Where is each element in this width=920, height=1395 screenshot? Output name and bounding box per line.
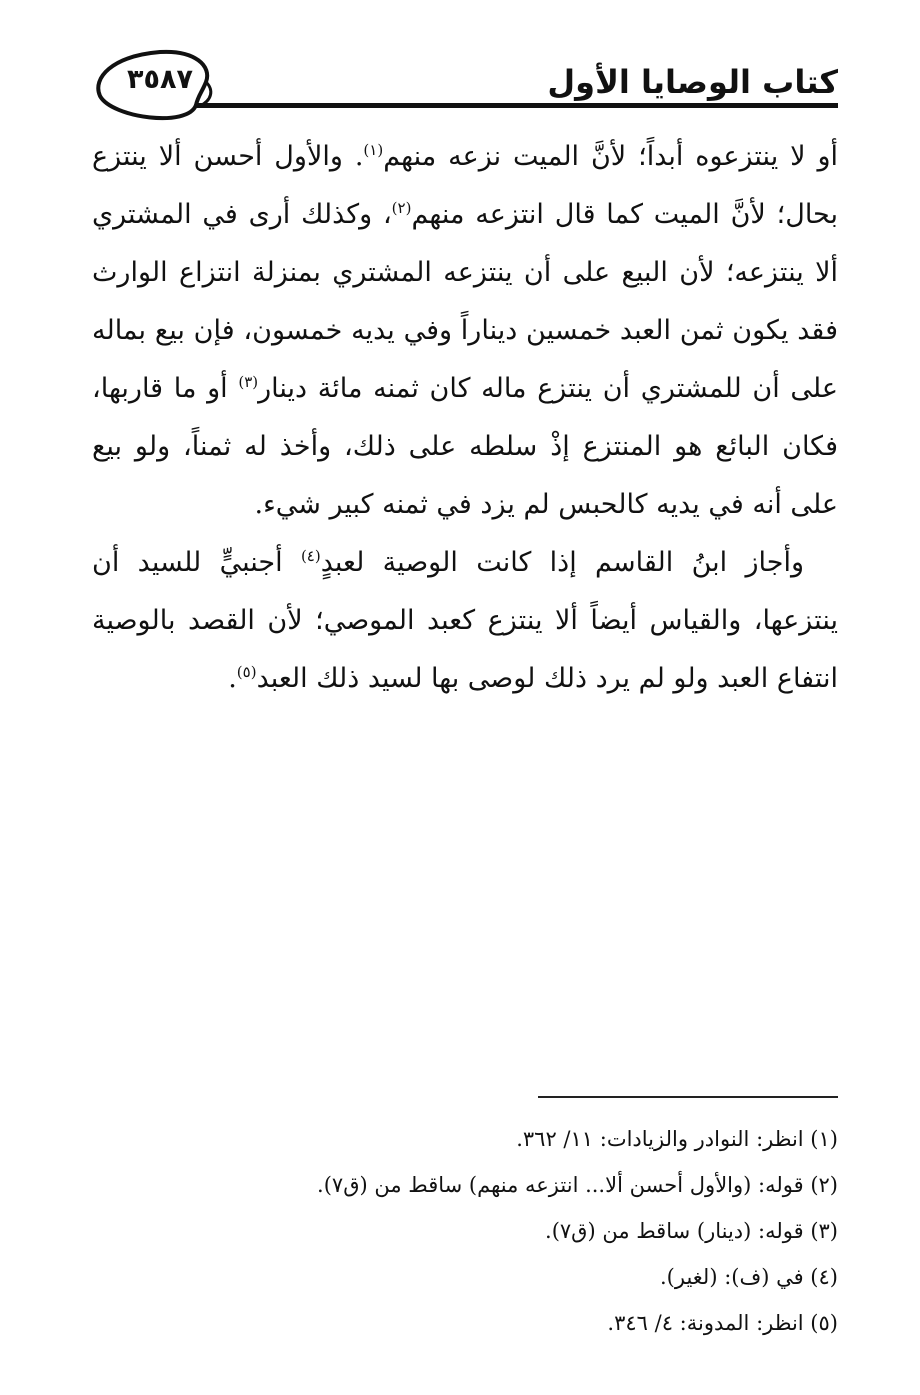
book-title: كتاب الوصايا الأول	[547, 63, 838, 101]
footnote-ref: (٣)	[238, 373, 259, 391]
footnotes	[92, 1116, 838, 1346]
main-text	[92, 128, 838, 708]
footnote-ref: (٥)	[236, 663, 257, 681]
paragraph	[92, 128, 838, 534]
text-run: أجنبيٍّ للسيد أن ينتزعها، والقياس أيضاً ألا ينتزع كعبد الموصي؛ لأن القصد بالوصية انتفاع العبد ولو لم يرد ذلك لوصى بها لسيد ذلك العبد	[92, 547, 838, 694]
footnote: (١) انظر: النوادر والزيادات: ١١/ ٣٦٢.	[516, 1127, 838, 1151]
footnote-divider	[538, 1096, 838, 1098]
text-run: . والأول أحسن ألا ينتزع بحال؛ لأنَّ الميت كما قال انتزعه منهم	[92, 141, 838, 230]
text-run: ، وكذلك أرى في المشتري ألا ينتزعه؛ لأن البيع على أن ينتزعه المشتري بمنزلة انتزاع الوارث فقد يكون ثمن العبد خمسين ديناراً وفي يديه خمسون، فإن بيع بماله على أن للمشتري أن ينتزع ماله كان ثمنه مائة دينار	[92, 199, 838, 404]
page-header	[0, 0, 920, 130]
paragraph	[92, 534, 838, 708]
text-run: أو ما قاربها، فكان البائع هو المنتزع إذْ سلطه على ذلك، وأخذ له ثمناً، ولو بيع على أنه في يديه كالحبس لم يزد في ثمنه كبير شيء.	[92, 373, 838, 520]
text-run: أو لا ينتزعوه أبداً؛ لأنَّ الميت نزعه منهم	[383, 141, 838, 172]
footnote-ref: (٤)	[300, 547, 321, 565]
text-run: .	[228, 663, 237, 694]
footnote: (٥) انظر: المدونة: ٤/ ٣٤٦.	[607, 1311, 838, 1335]
page-number: ٣٥٨٧	[127, 64, 193, 95]
text-run: وأجاز ابنُ القاسم إذا كانت الوصية لعبدٍ	[320, 547, 804, 578]
footnote-ref: (٢)	[391, 199, 412, 217]
footnote: (٤) في (ف): (لغير).	[660, 1265, 838, 1289]
footnote-ref: (١)	[363, 141, 384, 159]
footnote: (٣) قوله: (دينار) ساقط من (ق٧).	[545, 1219, 838, 1243]
footnote: (٢) قوله: (والأول أحسن ألا... انتزعه منهم) ساقط من (ق٧).	[317, 1173, 838, 1197]
